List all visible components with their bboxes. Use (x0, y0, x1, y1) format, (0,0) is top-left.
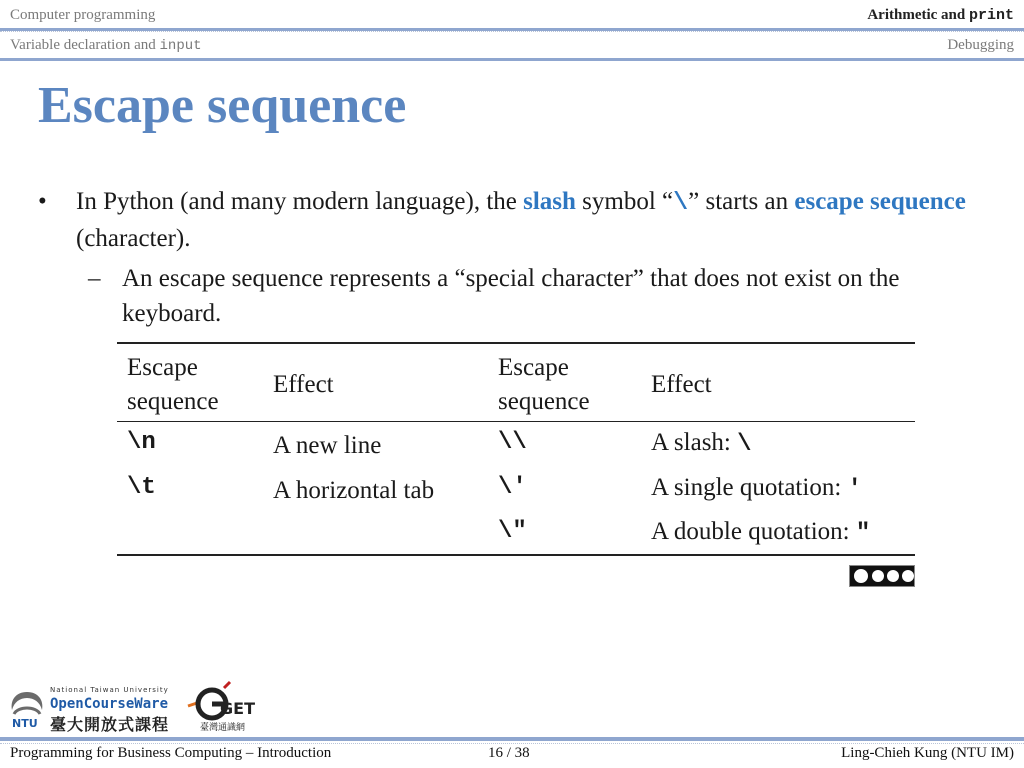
header-line: Escape (498, 354, 569, 381)
effect-code: ' (847, 476, 862, 503)
nc-icon (887, 570, 899, 582)
bullet-item (34, 184, 984, 257)
escape-code-newline: \n (127, 429, 156, 456)
footer-author: Ling-Chieh Kung (NTU IM) (841, 745, 1014, 761)
effect-backslash (651, 426, 752, 462)
table-header-escape-2 (498, 351, 590, 419)
bullet-text: (character). (76, 225, 191, 252)
cc-license-icon[interactable] (849, 565, 915, 587)
bullet-text: In Python (and many modern language), the (76, 188, 524, 215)
sub-bullet-item (34, 261, 984, 331)
escape-code-tab: \t (127, 474, 156, 501)
footer-course-title: Programming for Business Computing – Introduction (10, 745, 332, 761)
table-bottom-rule (117, 554, 915, 556)
backslash-glyph: \ (673, 188, 689, 217)
by-icon (872, 570, 884, 582)
header-line: sequence (498, 388, 590, 415)
escape-code-backslash: \\ (498, 429, 527, 456)
ocw-chinese-text: 臺大開放式課程 (50, 715, 170, 734)
nav-subsection-left[interactable] (10, 37, 202, 54)
header-dots (0, 31, 1024, 33)
footer-page-number: 16 / 38 (488, 745, 530, 761)
bullet-text: symbol “ (575, 188, 674, 215)
table-top-rule (117, 342, 915, 344)
cc-circle-icon (853, 568, 869, 584)
effect-code: \ (737, 431, 752, 458)
footer-dots (0, 743, 1024, 744)
nav-subsection-debugging[interactable]: Debugging (947, 37, 1014, 53)
escape-code-double-quote: \" (498, 518, 527, 545)
header-line: sequence (127, 388, 219, 415)
nav-row-sections (0, 4, 1024, 28)
course-title[interactable]: Computer programming (10, 7, 156, 23)
escape-code-single-quote: \' (498, 474, 527, 501)
effect-double-quote (651, 515, 870, 551)
slash-term: slash (523, 188, 576, 215)
effect-text: A slash: (651, 429, 738, 456)
nav-subsection-code: input (159, 38, 202, 54)
table-header-effect-1: Effect (273, 371, 334, 398)
header-line: Escape (127, 354, 198, 381)
get-chinese: 臺灣通識網 (200, 723, 246, 733)
nav-row-subsections (0, 34, 1024, 58)
get-logo-icon (186, 680, 258, 736)
ntu-mark: NTU (12, 717, 38, 730)
table-header-escape-1 (127, 351, 219, 419)
effect-text: A double quotation: (651, 518, 856, 545)
header-rule-2 (0, 58, 1024, 61)
effect-text: A single quotation: (651, 474, 848, 501)
get-mark: GET (220, 699, 255, 718)
sub-bullet-marker: – (88, 265, 101, 292)
nd-icon (902, 570, 914, 582)
bullet-marker: • (38, 188, 47, 215)
escape-sequence-term: escape sequence (794, 188, 966, 215)
bullet-list (34, 184, 984, 331)
nav-subsection-text: Variable declaration and (10, 37, 160, 53)
bullet-text: ” starts an (688, 188, 795, 215)
nav-section-text: Arithmetic and (867, 7, 969, 23)
ntu-logo-icon (8, 690, 46, 730)
slide-title: Escape sequence (38, 77, 407, 134)
sub-bullet-text: An escape sequence represents a “special character” that does not exist on the keyboard. (122, 265, 900, 327)
nav-current-section[interactable] (867, 7, 1014, 24)
ocw-logo-text: OpenCourseWare (50, 696, 169, 712)
footer-rule (0, 737, 1024, 741)
effect-tab: A horizontal tab (273, 477, 435, 504)
nav-section-code: print (968, 7, 1014, 24)
effect-code: " (855, 520, 871, 547)
effect-single-quote (651, 471, 862, 507)
table-header-effect-2: Effect (651, 371, 712, 398)
ntu-university-name: National Taiwan University (50, 686, 169, 694)
logo-area (8, 684, 253, 734)
table-header-rule (117, 421, 915, 422)
effect-newline: A new line (273, 432, 382, 459)
